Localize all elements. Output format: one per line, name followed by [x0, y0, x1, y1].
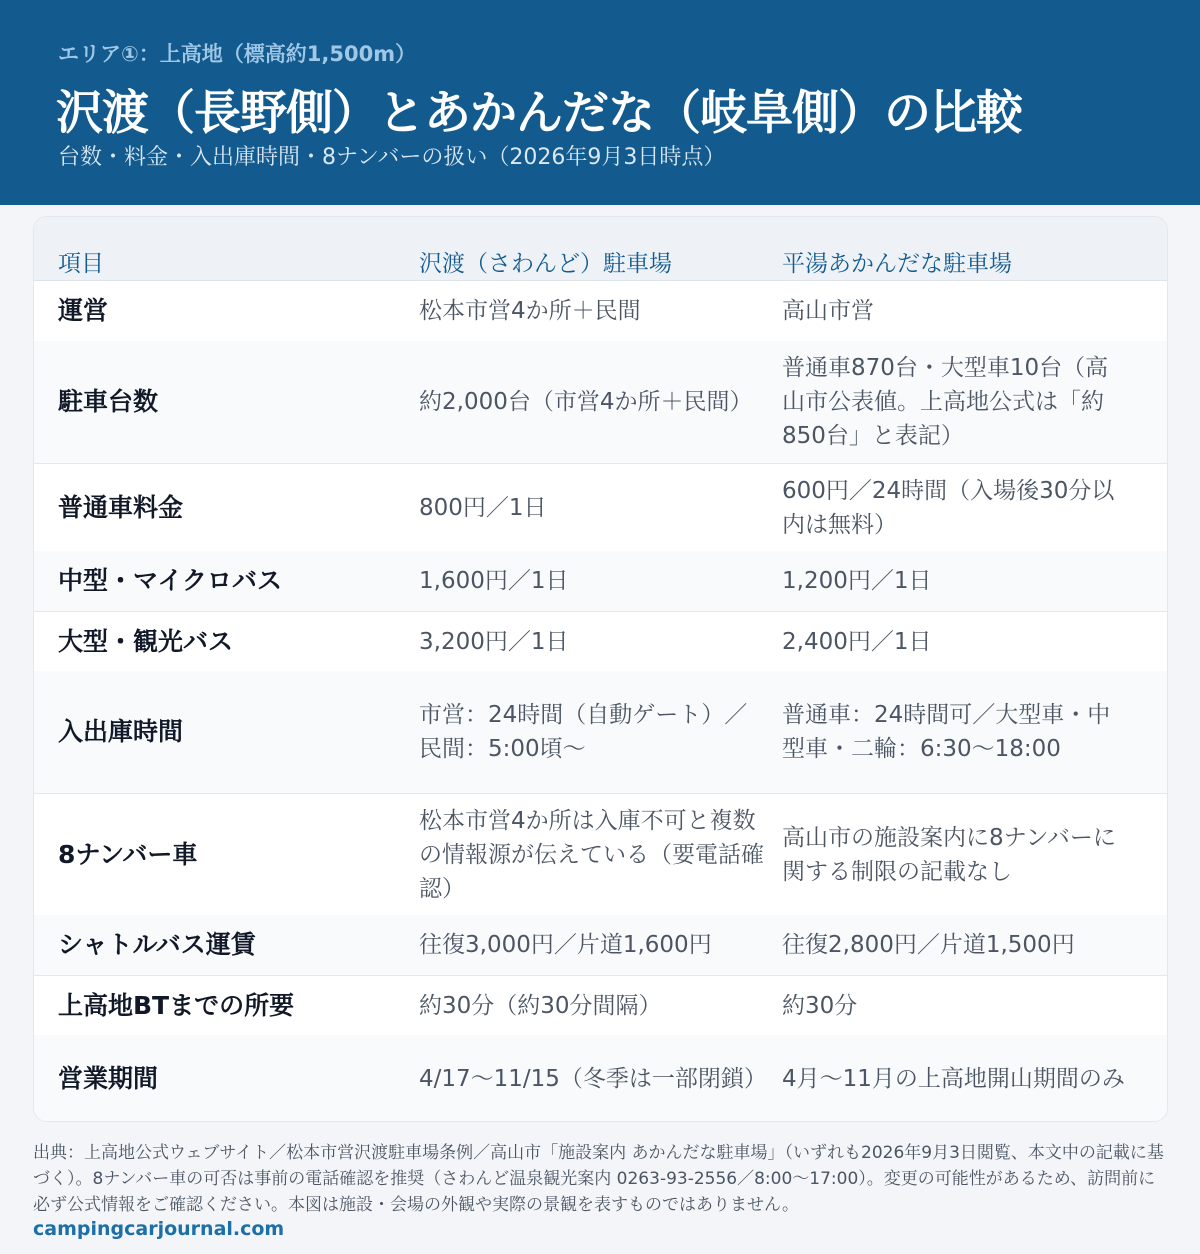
table-row: [34, 281, 1167, 341]
row-sawando: 4/17〜11/15（冬季は一部閉鎖）: [419, 1066, 767, 1092]
table-row: [34, 671, 1167, 793]
table-row: [34, 1035, 1167, 1122]
source-note: 出典：上高地公式ウェブサイト／松本市営沢渡駐車場条例／高山市「施設案内 あかんだな駐車場」（いずれも2026年9月3日閲覧、本文中の記載に基づく）。8ナンバー車の可否は事前の電話確認を推奨（さわんど温泉観光案内 0263-93-2556／8:00〜17:00）。変更の可能性があるため、訪問前に必ず公式情報をご確認ください。本図は施設・会場の外観や実際の景観を表すものではありません。: [33, 1143, 1164, 1215]
row-sawando: 800円／1日: [419, 494, 547, 521]
header-akandana: 平湯あかんだな駐車場: [782, 251, 1012, 277]
row-akandana: 2,400円／1日: [782, 628, 932, 655]
row-akandana: 高山市の施設案内に8ナンバーに関する制限の記載なし: [782, 824, 1116, 885]
page-subtitle: 台数・料金・入出庫時間・8ナンバーの扱い（2026年9月3日時点）: [58, 145, 726, 170]
row-akandana: 1,200円／1日: [782, 568, 932, 594]
table-row: [34, 341, 1167, 463]
row-item: 運営: [58, 296, 109, 325]
header-banner: [0, 0, 1200, 205]
row-item: 入出庫時間: [58, 717, 184, 746]
table-row: [34, 793, 1167, 915]
row-item: 営業期間: [58, 1064, 159, 1093]
row-item: 上高地BTまでの所要: [58, 990, 295, 1020]
row-sawando: 約30分（約30分間隔）: [419, 992, 662, 1019]
table-row: [34, 463, 1167, 551]
row-akandana: 普通車870台・大型車10台（高山市公表値。上高地公式は「約850台」と表記）: [782, 355, 1109, 449]
row-sawando: 松本市営4か所は入庫不可と複数の情報源が伝えている（要電話確認）: [419, 807, 764, 902]
header-sawando: 沢渡（さわんど）駐車場: [419, 251, 672, 277]
page-title: 沢渡（長野側）とあかんだな（岐阜側）の比較: [56, 86, 1022, 141]
site-link[interactable]: campingcarjournal.com: [33, 1218, 285, 1240]
row-akandana: 高山市営: [782, 298, 874, 324]
table-row: [34, 975, 1167, 1035]
row-sawando: 往復3,000円／片道1,600円: [419, 932, 712, 958]
table-row: [34, 611, 1167, 671]
table-row: [34, 915, 1167, 975]
table-row: [34, 551, 1167, 611]
row-akandana: 600円／24時間（入場後30分以内は無料）: [782, 477, 1115, 538]
header-item: 項目: [58, 251, 104, 277]
table-header: [34, 217, 1167, 281]
row-akandana: 普通車：24時間可／大型車・中型車・二輪：6:30〜18:00: [782, 702, 1111, 762]
area-label: エリア①：上高地（標高約1,500m）: [58, 42, 417, 66]
row-item: シャトルバス運賃: [58, 930, 256, 959]
row-sawando: 約2,000台（市営4か所＋民間）: [419, 389, 753, 415]
row-sawando: 松本市営4か所＋民間: [419, 298, 641, 324]
row-akandana: 約30分: [782, 992, 858, 1019]
row-sawando: 市営：24時間（自動ゲート）／民間：5:00頃〜: [419, 702, 748, 762]
row-item: 中型・マイクロバス: [58, 566, 283, 595]
row-sawando: 3,200円／1日: [419, 628, 569, 655]
row-item: 普通車料金: [58, 492, 184, 522]
row-akandana: 往復2,800円／片道1,500円: [782, 932, 1075, 958]
comparison-table: [33, 216, 1168, 1122]
row-akandana: 4月〜11月の上高地開山期間のみ: [782, 1066, 1125, 1092]
row-item: 大型・観光バス: [58, 626, 234, 656]
row-sawando: 1,600円／1日: [419, 568, 569, 594]
row-item: 駐車台数: [58, 387, 159, 416]
row-item: 8ナンバー車: [58, 839, 198, 869]
